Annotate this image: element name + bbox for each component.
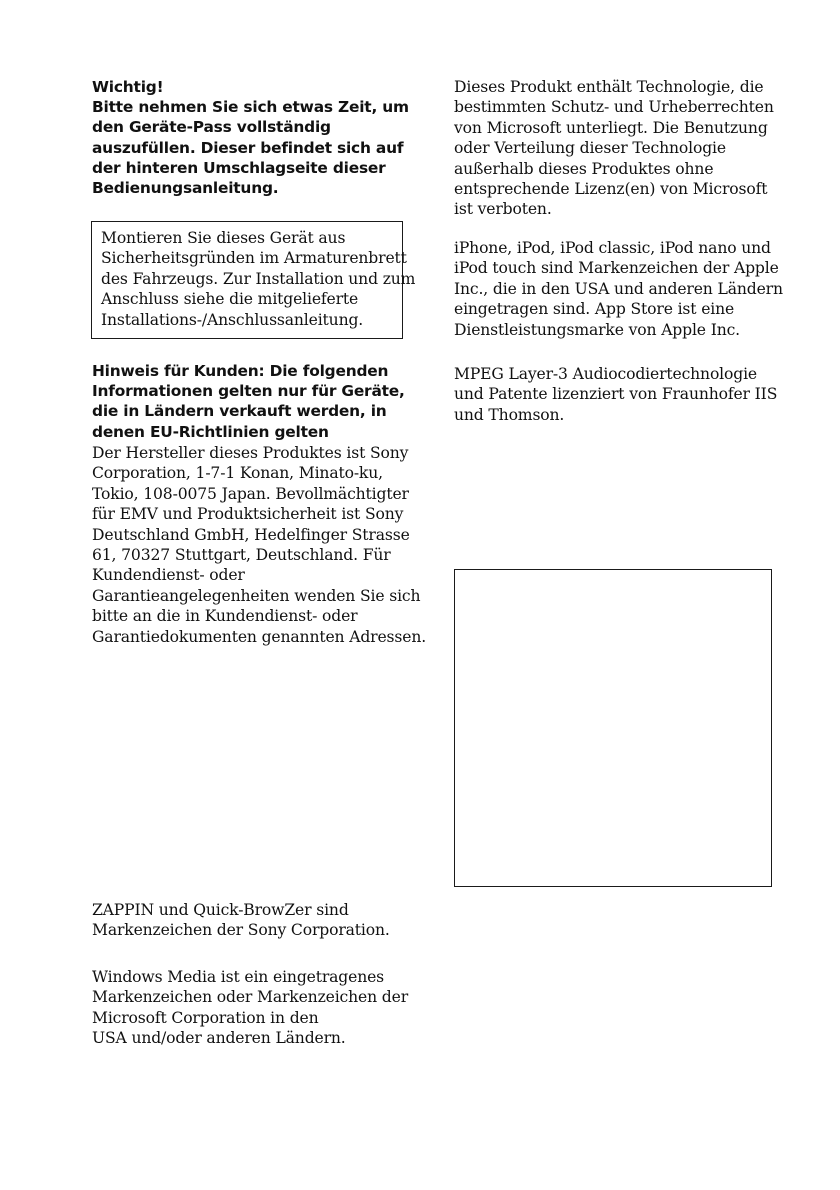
windows-media-line: Markenzeichen oder Markenzeichen der [92, 988, 409, 1007]
microsoft-line: außerhalb dieses Produktes ohne [454, 159, 714, 178]
eu-notice-line: Corporation, 1-7-1 Konan, Minato-ku, [92, 464, 383, 483]
windows-media-line: Microsoft Corporation in den [92, 1008, 319, 1027]
eu-notice-heading [92, 361, 405, 442]
eu-notice-line: Garantiedokumenten genannten Adressen. [92, 627, 427, 646]
installation-note-line: Installations-/Anschlussanleitung. [101, 310, 364, 329]
zappin-line: ZAPPIN und Quick-BrowZer sind [92, 901, 349, 919]
important-notice [92, 77, 409, 198]
eu-notice-line: Kundendienst- oder [92, 566, 245, 585]
important-line: der hinteren Umschlagseite dieser [92, 158, 386, 177]
important-line: auszufüllen. Dieser befindet sich auf [92, 138, 404, 157]
eu-notice-line: 61, 70327 Stuttgart, Deutschland. Für [92, 546, 391, 565]
eu-notice-line: Deutschland GmbH, Hedelfinger Strasse [92, 525, 410, 544]
apple-line: Dienstleistungsmarke von Apple Inc. [454, 320, 740, 339]
microsoft-technology-notice [454, 77, 774, 220]
mpeg-line: und Patente lizenziert von Fraunhofer IIS [454, 385, 778, 404]
mpeg-license [454, 364, 777, 425]
microsoft-line: oder Verteilung dieser Technologie [454, 139, 726, 158]
installation-note-line: Montieren Sie dieses Gerät aus [101, 229, 346, 247]
important-line: den Geräte-Pass vollständig [92, 118, 331, 137]
microsoft-line: entsprechende Lizenz(en) von Microsoft [454, 180, 768, 199]
installation-note-text [101, 228, 415, 330]
apple-line: iPhone, iPod, iPod classic, iPod nano und [454, 239, 771, 257]
mpeg-line: und Thomson. [454, 405, 565, 424]
windows-media-line: USA und/oder anderen Ländern. [92, 1029, 346, 1048]
eu-notice-heading-line: Informationen gelten nur für Geräte, [92, 382, 405, 401]
eu-notice-body [92, 443, 426, 647]
apple-line: eingetragen sind. App Store ist eine [454, 300, 735, 319]
installation-note-line: Sicherheitsgründen im Armaturenbrett [101, 249, 407, 268]
zappin-line: Markenzeichen der Sony Corporation. [92, 921, 390, 940]
microsoft-line: ist verboten. [454, 200, 552, 219]
eu-notice-line: Tokio, 108-0075 Japan. Bevollmächtigter [92, 484, 409, 503]
eu-notice-line: für EMV und Produktsicherheit ist Sony [92, 505, 404, 524]
installation-note-line: des Fahrzeugs. Zur Installation und zum [101, 269, 416, 288]
eu-notice-heading-line: die in Ländern verkauft werden, in [92, 402, 387, 421]
apple-trademark [454, 238, 783, 340]
eu-notice-line: bitte an die in Kundendienst- oder [92, 607, 358, 626]
important-line: Bitte nehmen Sie sich etwas Zeit, um [92, 98, 409, 117]
eu-notice-line: Der Hersteller dieses Produktes ist Sony [92, 444, 409, 462]
eu-notice-heading-line: Hinweis für Kunden: Die folgenden [92, 362, 389, 380]
zappin-trademark [92, 900, 390, 941]
important-line: Bedienungsanleitung. [92, 179, 279, 198]
important-heading: Wichtig! [92, 78, 164, 96]
installation-note-line: Anschluss siehe die mitgelieferte [101, 290, 359, 309]
apple-line: iPod touch sind Markenzeichen der Apple [454, 259, 779, 278]
microsoft-line: bestimmten Schutz- und Urheberrechten [454, 98, 774, 117]
windows-media-line: Windows Media ist ein eingetragenes [92, 968, 385, 986]
eu-notice-heading-line: denen EU-Richtlinien gelten [92, 422, 329, 441]
microsoft-line: von Microsoft unterliegt. Die Benutzung [454, 118, 768, 137]
windows-media-trademark [92, 967, 408, 1049]
microsoft-line: Dieses Produkt enthält Technologie, die [454, 78, 764, 96]
apple-line: Inc., die in den USA und anderen Ländern [454, 279, 783, 298]
eu-notice-line: Garantieangelegenheiten wenden Sie sich [92, 586, 421, 605]
mpeg-line: MPEG Layer-3 Audiocodiertechnologie [454, 365, 758, 383]
empty-frame [454, 569, 772, 887]
